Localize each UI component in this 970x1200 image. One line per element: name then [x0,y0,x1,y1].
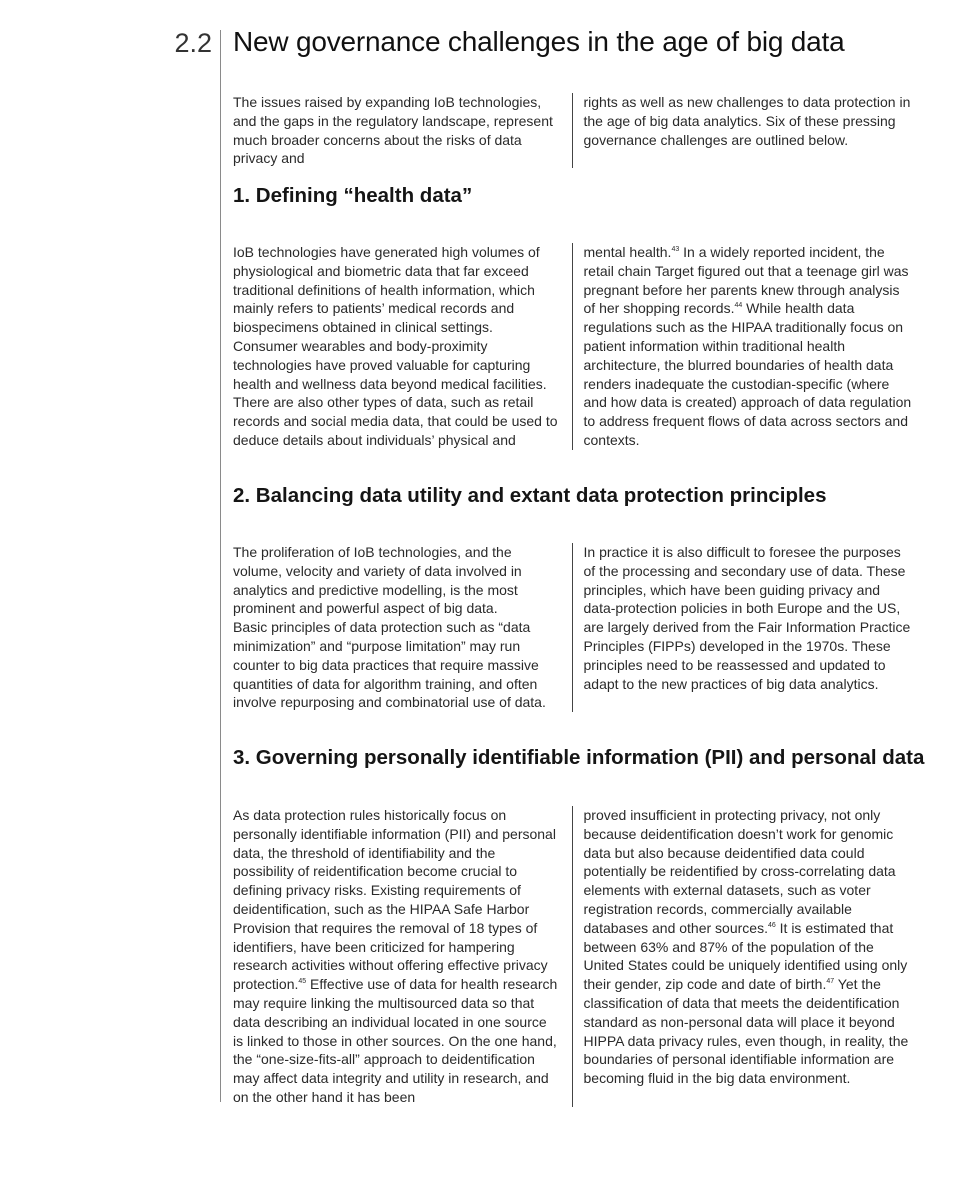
text-run: Basic principles of data protection such as “data minimization” and “purpose limitation” may run counter to big data practices that require massive quantities of data for algorithm training, and often involve repurposing and combinatorial use of data. [233,619,546,711]
section-3-body [233,806,913,1107]
section-1-left-text: IoB technologies have generated high volumes of physiological and biometric data that far exceed traditional definitions of health information, which mainly refers to patients’ medical records and biospecimens obtained in clinical settings. Consumer wearables and body-proximity technologies have proved valuable for capturing health and wellness data beyond medical facilities. There are also other types of data, such as retail records and social media data, that could be used to deduce details about individuals’ physical and [233,244,558,448]
intro-block [233,93,913,168]
text-run: Effective use of data for health research may require linking the multisourced data so that data describing an individual located in one source is linked to those in other sources. On the one hand, the “one-size-fits-all” approach to deidentification may affect data integrity and utility in research, and on the other hand it has been [233,976,558,1105]
section-2-right-column [572,543,914,712]
section-2-left-text [233,543,560,712]
footnote-ref[interactable]: 46 [767,921,776,929]
text-run: While health data regulations such as the HIPAA traditionally focus on patient information within traditional health architecture, the blurred boundaries of health data renders inadequate the custodian-specific (where and how data is created) approach of data regulation to address frequent flows of data across sectors and contexts. [583,300,912,448]
section-2-left-column [233,543,560,712]
section-number: 2.2 [174,28,212,58]
section-3-left-text [233,806,560,1107]
footnote-ref[interactable]: 45 [298,978,307,986]
section-2-body [233,543,913,712]
intro-left-column [233,93,560,168]
text-run: As data protection rules historically focus on personally identifiable information (PII) and personal data, the threshold of identifiability and the possibility of reidentification become crucial to defining privacy risks. Existing requirements of deidentification, such as the HIPAA Safe Harbor Provision that requires the removal of 18 types of identifiers, have been criticized for hampering research activities without offering effective privacy protection. [233,807,556,993]
text-run: mental health. [583,244,672,260]
text-run: Yet the classification of data that meets the deidentification standard as non-personal data will place it beyond HIPPA data privacy rules, even though, in reality, the boundaries of personal identifiable information are becoming fluid in the big data environment. [583,976,909,1087]
text-run: The proliferation of IoB technologies, and the volume, velocity and variety of data involved in analytics and predictive modelling, is the most prominent and powerful aspect of big data. [233,544,522,617]
section-3-right-column [572,806,914,1107]
section-1-right-text [584,243,914,450]
intro-left-text: The issues raised by expanding IoB technologies, and the gaps in the regulatory landscape, represent much broader concerns about the risks of data privacy and [233,94,553,167]
section-divider-rule [220,30,221,1102]
footnote-ref[interactable]: 44 [734,302,743,310]
section-1-left-column [233,243,560,450]
section-2-heading: 2. Balancing data utility and extant data protection principles [233,484,827,507]
section-2-right-text: In practice it is also difficult to foresee the purposes of the processing and secondary use of data. These principles, which have been guiding privacy and data-protection policies in both Europe and the US, are largely derived from the Fair Information Practice Principles (FIPPs) developed in the 1970s. These principles need to be reassessed and updated to adapt to the new practices of big data analytics. [583,544,911,692]
page-title: New governance challenges in the age of big data [233,26,845,57]
section-1-right-column [572,243,914,450]
section-3-heading: 3. Governing personally identifiable information (PII) and personal data [233,746,925,769]
footnote-ref[interactable]: 47 [826,978,835,986]
section-3-right-text [584,806,914,1088]
footnote-ref[interactable]: 43 [671,246,680,253]
intro-right-column [572,93,914,168]
intro-right-text: rights as well as new challenges to data protection in the age of big data analytics. Six of these pressing governance challenges are outlined below. [583,94,911,148]
section-1-heading: 1. Defining “health data” [233,184,473,207]
text-run: It is estimated that between 63% and 87% of the population of the United States could be uniquely identified using only their gender, zip code and date of birth. [583,919,908,993]
section-1-body [233,243,913,450]
text-run: In a widely reported incident, the retail chain Target figured out that a teenage girl was pregnant before her parents knew through analysis of her shopping records. [583,244,909,317]
text-run: proved insufficient in protecting privacy, not only because deidentification doesn’t work for genomic data but also because deidentified data could potentially be reidentified by cross-correlating data elements with external datasets, such as voter registration records, commercially available databases and other sources. [583,807,896,936]
section-3-left-column [233,806,560,1107]
